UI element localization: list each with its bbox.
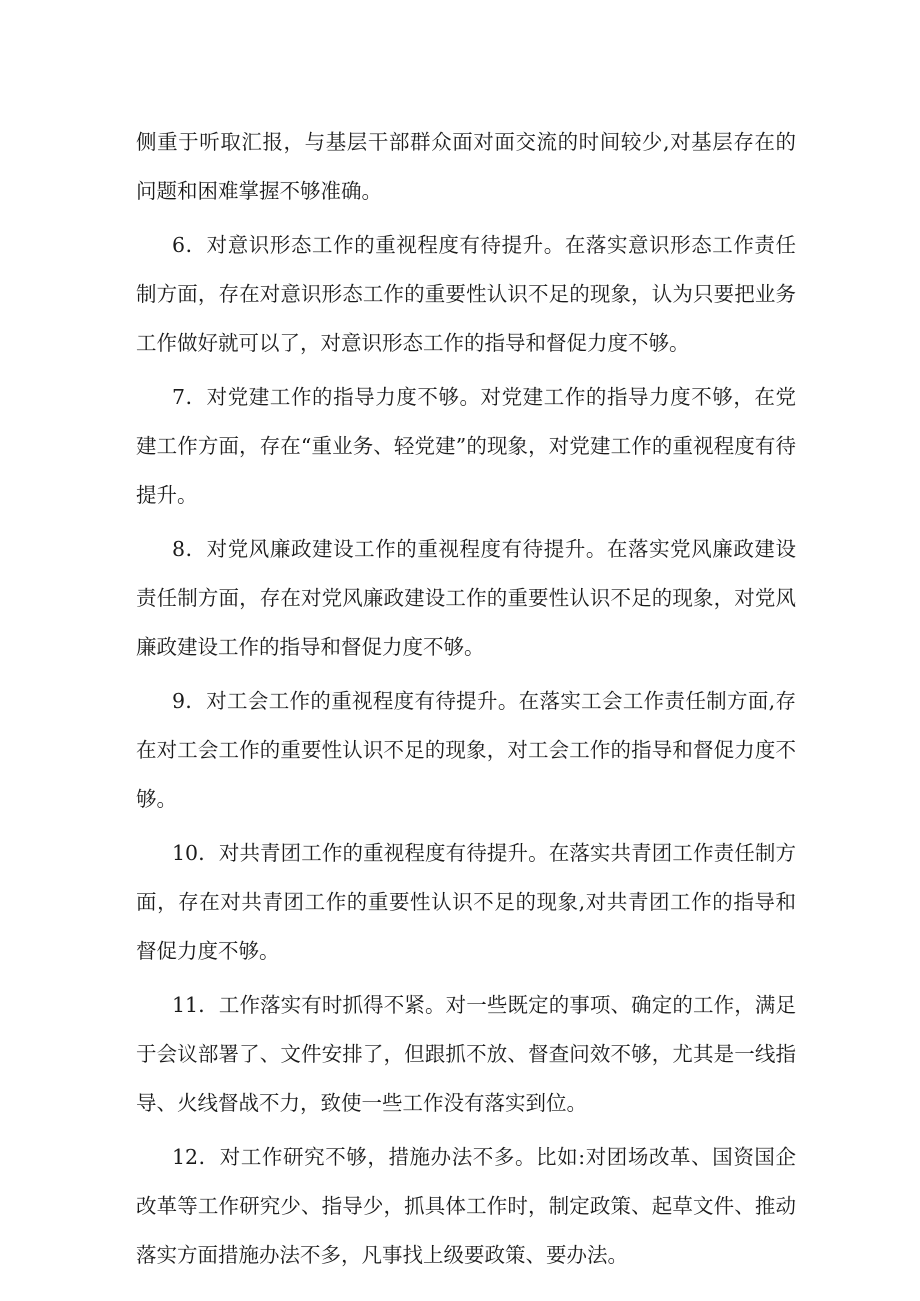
paragraph-continuation: 侧重于听取汇报，与基层干部群众面对面交流的时间较少,对基层存在的问题和困难掌握不够准确。 [136, 130, 796, 203]
paragraph-item-12: 12．对工作研究不够，措施办法不多。比如:对团场改革、国资国企改革等工作研究少、指导少，抓具体工作时，制定政策、起草文件、推动落实方面措施办法不多，凡事找上级要政策、要办法。 [136, 1145, 796, 1267]
paragraph-item-7: 7．对党建工作的指导力度不够。对党建工作的指导力度不够，在党建工作方面，存在“重业务、轻党建”的现象，对党建工作的重视程度有待提升。 [136, 385, 796, 507]
paragraph-item-8: 8．对党风廉政建设工作的重视程度有待提升。在落实党风廉政建设责任制方面，存在对党风廉政建设工作的重要性认识不足的现象，对党风廉政建设工作的指导和督促力度不够。 [136, 537, 796, 659]
paragraph-item-11: 11．工作落实有时抓得不紧。对一些既定的事项、确定的工作，满足于会议部署了、文件安排了，但跟抓不放、督查问效不够，尤其是一线指导、火线督战不力，致使一些工作没有落实到位。 [136, 993, 796, 1115]
document-body [136, 118, 796, 1285]
paragraph-item-6: 6．对意识形态工作的重视程度有待提升。在落实意识形态工作责任制方面，存在对意识形态工作的重要性认识不足的现象，认为只要把业务工作做好就可以了，对意识形态工作的指导和督促力度不够。 [136, 233, 796, 355]
paragraph-item-10: 10．对共青团工作的重视程度有待提升。在落实共青团工作责任制方面，存在对共青团工作的重要性认识不足的现象,对共青团工作的指导和督促力度不够。 [136, 841, 796, 963]
paragraph-item-9: 9．对工会工作的重视程度有待提升。在落实工会工作责任制方面,存在对工会工作的重要性认识不足的现象，对工会工作的指导和督促力度不够。 [136, 689, 796, 811]
